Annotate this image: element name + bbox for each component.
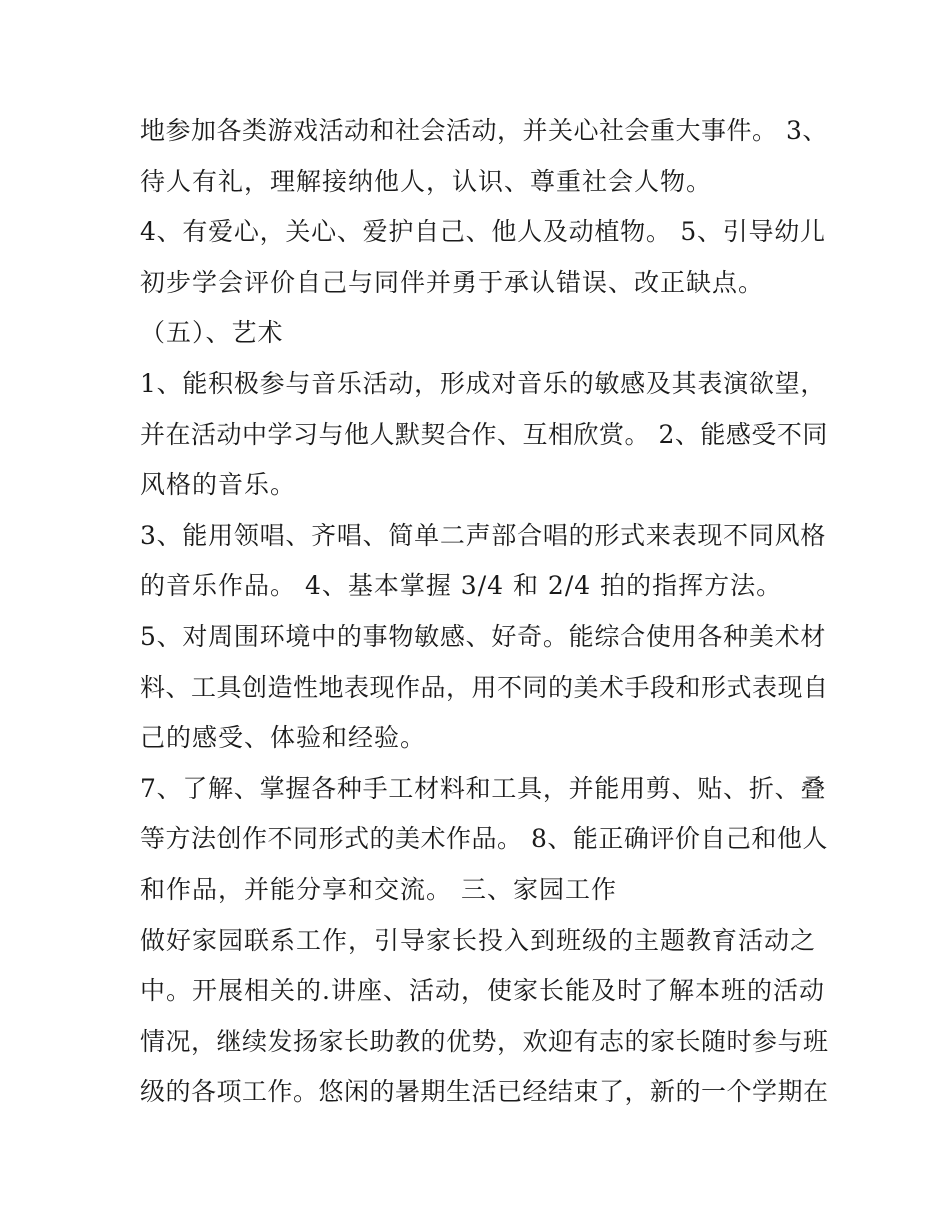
- text-line: 1、能积极参与音乐活动，形成对音乐的敏感及其表演欲望，: [140, 368, 827, 398]
- text-line: 7、了解、掌握各种手工材料和工具，并能用剪、贴、折、叠: [140, 773, 827, 803]
- text-line: 4、有爱心，关心、爱护自己、他人及动植物。 5、引导幼儿: [140, 217, 826, 247]
- text-line: 己的感受、体验和经验。: [140, 723, 427, 753]
- text-line: 的音乐作品。 4、基本掌握 3/4 和 2/4 拍的指挥方法。: [140, 571, 783, 601]
- text-line: 中。开展相关的.讲座、活动，使家长能及时了解本班的活动: [140, 976, 825, 1006]
- text-line: 料、工具创造性地表现作品，用不同的美术手段和形式表现自: [140, 672, 829, 702]
- text-line: 并在活动中学习与他人默契合作、互相欣赏。 2、能感受不同: [140, 419, 828, 449]
- text-line: 做好家园联系工作，引导家长投入到班级的主题教育活动之: [140, 925, 817, 955]
- text-line: 5、对周围环境中的事物敏感、好奇。能综合使用各种美术材: [140, 621, 827, 651]
- text-line: 级的各项工作。悠闲的暑期生活已经结束了，新的一个学期在: [140, 1077, 829, 1107]
- text-line: 风格的音乐。: [140, 470, 297, 500]
- text-line: 地参加各类游戏活动和社会活动，并关心社会重大事件。 3、: [140, 116, 828, 145]
- document-body: [140, 106, 830, 1118]
- text-line: 情况，继续发扬家长助教的优势，欢迎有志的家长随时参与班: [140, 1026, 829, 1056]
- text-line: 等方法创作不同形式的美术作品。 8、能正确评价自己和他人: [140, 824, 828, 854]
- text-line: 待人有礼，理解接纳他人，认识、尊重社会人物。: [140, 166, 713, 196]
- text-line: 3、能用领唱、齐唱、简单二声部合唱的形式来表现不同风格: [140, 520, 827, 550]
- text-line: 初步学会评价自己与同伴并勇于承认错误、改正缺点。: [140, 267, 765, 297]
- text-line: 和作品，并能分享和交流。 三、家园工作: [140, 874, 617, 904]
- section-heading: （五）、艺术: [140, 318, 284, 348]
